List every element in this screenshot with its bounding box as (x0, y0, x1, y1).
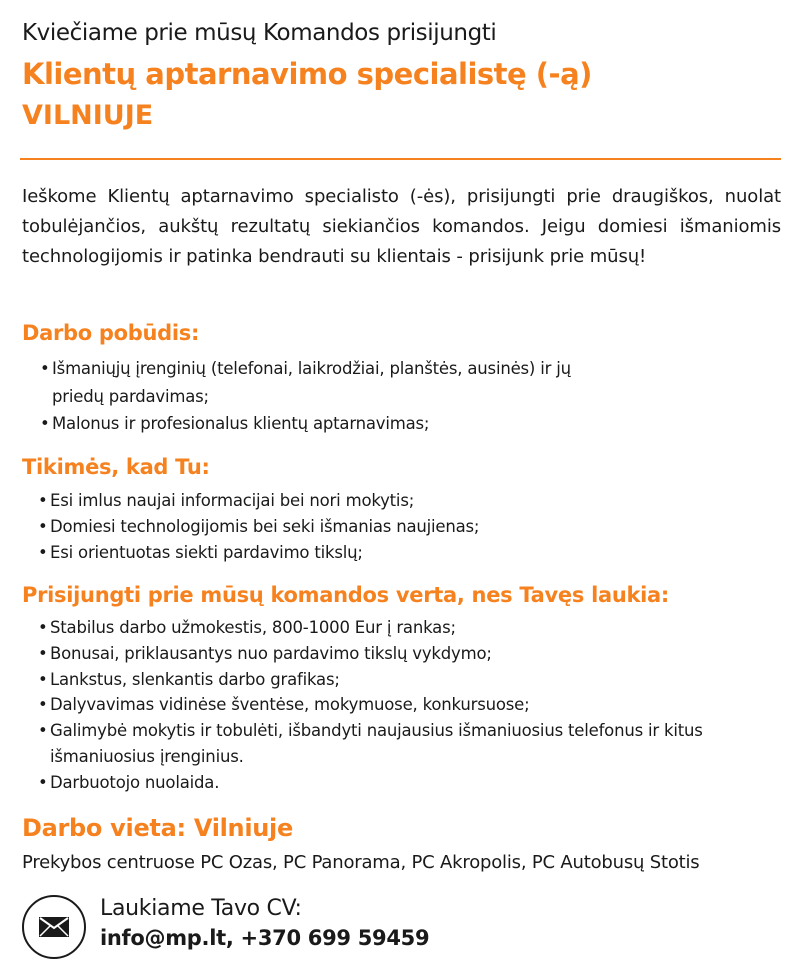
list-item: • Stabilus darbo užmokestis, 800-1000 Eur į rankas; (38, 615, 728, 641)
section-heading-expectations: Tikimės, kad Tu: (22, 455, 210, 479)
list-item: • Malonus ir profesionalus klientų aptarnavimas; (40, 410, 600, 438)
contact-details[interactable]: info@mp.lt, +370 699 59459 (100, 926, 430, 950)
list-item: • Lankstus, slenkantis darbo grafikas; (38, 667, 728, 693)
list-item: • Darbuotojo nuolaida. (38, 770, 728, 796)
cv-label: Laukiame Tavo CV: (100, 896, 302, 921)
list-item: • Esi imlus naujai informacijai bei nori mokytis; (38, 488, 738, 514)
list-item: • Esi orientuotas siekti pardavimo tikslų; (38, 540, 738, 566)
divider (20, 158, 781, 160)
job-city: VILNIUJE (22, 100, 154, 131)
location-heading: Darbo vieta: Vilniuje (22, 814, 293, 842)
section-heading-duties: Darbo pobūdis: (22, 321, 200, 345)
duties-list (40, 355, 600, 438)
list-item: • Galimybė mokytis ir tobulėti, išbandyti naujausius išmaniuosius telefonus ir kitus išmaniuosius įrenginius. (38, 718, 728, 770)
list-item: • Išmaniųjų įrenginių (telefonai, laikrodžiai, planštės, ausinės) ir jų priedų pardavimas; (40, 355, 600, 410)
list-item: • Dalyvavimas vidinėse šventėse, mokymuose, konkursuose; (38, 692, 728, 718)
benefits-list (38, 615, 728, 796)
job-description: Ieškome Klientų aptarnavimo specialisto (-ės), prisijungti prie draugiškos, nuolat tobulėjančios, aukštų rezultatų siekiančios komandos. Jeigu domiesi išmaniomis technologijomis ir patinka bendrauti su klientais - prisijunk prie mūsų! (22, 186, 781, 267)
list-item: • Bonusai, priklausantys nuo pardavimo tikslų vykdymo; (38, 641, 728, 667)
envelope-icon (22, 895, 86, 959)
section-heading-benefits: Prisijungti prie mūsų komandos verta, nes Tavęs laukia: (22, 583, 670, 607)
job-title: Klientų aptarnavimo specialistę (-ą) (22, 57, 592, 91)
location-text: Prekybos centruose PC Ozas, PC Panorama, PC Akropolis, PC Autobusų Stotis (22, 852, 700, 873)
intro-text: Kviečiame prie mūsų Komandos prisijungti (22, 20, 497, 46)
list-item: • Domiesi technologijomis bei seki išmanias naujienas; (38, 514, 738, 540)
expectations-list (38, 488, 738, 565)
